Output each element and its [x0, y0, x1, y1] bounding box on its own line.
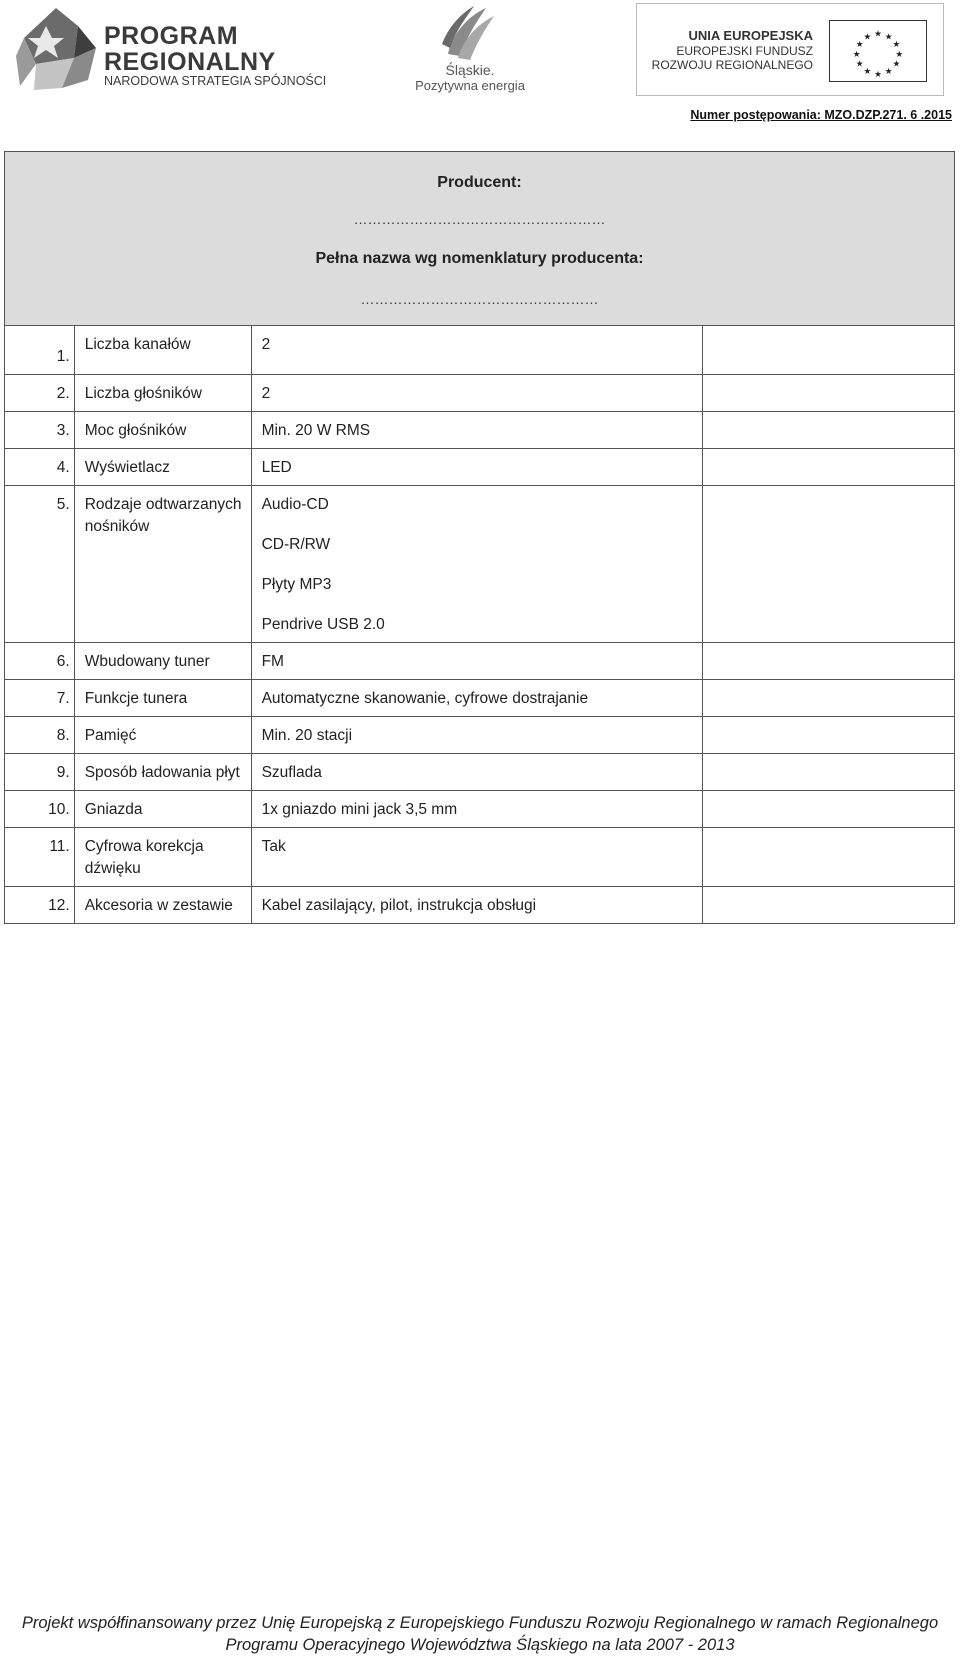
- row-number: 12.: [5, 887, 75, 924]
- svg-text:★: ★: [892, 40, 901, 51]
- svg-text:★: ★: [855, 40, 864, 51]
- producer-placeholder[interactable]: ………………………………………………: [353, 211, 606, 227]
- table-row: [5, 717, 955, 754]
- parameter-value-cell: [251, 887, 703, 924]
- row-number: 2.: [5, 375, 75, 412]
- silesia-tagline: Pozytywna energia: [415, 78, 525, 93]
- row-number: 7.: [5, 680, 75, 717]
- footer-line2: Programu Operacyjnego Województwa Śląskiego na lata 2007 - 2013: [225, 1636, 735, 1654]
- offered-value-cell[interactable]: [703, 375, 955, 412]
- eu-logo-line3: ROZWOJU REGIONALNEGO: [651, 58, 813, 72]
- parameter-value: Audio-CD: [261, 496, 329, 513]
- parameter-value: Kabel zasilający, pilot, instrukcja obsługi: [261, 897, 537, 914]
- specification-table: [4, 151, 955, 924]
- offered-value-cell[interactable]: [703, 486, 955, 643]
- table-row: [5, 828, 955, 887]
- table-row: [5, 449, 955, 486]
- parameter-value-cell: [251, 754, 703, 791]
- footer-line1: Projekt współfinansowany przez Unię Europejską z Europejskiego Funduszu Rozwoju Regionalnego w ramach Regionalnego: [21, 1614, 939, 1632]
- parameter-value: Płyty MP3: [261, 576, 332, 593]
- table-row: [5, 486, 955, 643]
- parameter-name: Funkcje tunera: [74, 680, 251, 717]
- parameter-name: Liczba kanałów: [74, 326, 251, 375]
- offered-value-cell[interactable]: [703, 643, 955, 680]
- table-row: [5, 643, 955, 680]
- producer-header-cell: [5, 152, 955, 326]
- parameter-value: Pendrive USB 2.0: [261, 616, 385, 633]
- parameter-value: 1x gniazdo mini jack 3,5 mm: [261, 801, 458, 818]
- program-logo-line1: PROGRAM: [104, 22, 239, 50]
- svg-text:★: ★: [863, 32, 872, 43]
- silesia-name: Śląskie.: [445, 62, 495, 78]
- row-number: 5.: [5, 486, 75, 643]
- parameter-name: Rodzaje odtwarzanych nośników: [74, 486, 251, 643]
- parameter-name: Cyfrowa korekcja dźwięku: [74, 828, 251, 887]
- parameter-value: Min. 20 W RMS: [261, 422, 371, 439]
- parameter-value-cell: [251, 828, 703, 887]
- parameter-value: FM: [261, 653, 284, 670]
- svg-text:★: ★: [892, 59, 901, 70]
- producer-label: Producent:: [437, 174, 522, 191]
- parameter-name: Gniazda: [74, 791, 251, 828]
- offered-value-cell[interactable]: [703, 828, 955, 887]
- parameter-name: Moc głośników: [74, 412, 251, 449]
- parameter-value-cell: [251, 412, 703, 449]
- svg-text:★: ★: [895, 49, 904, 60]
- parameter-value: 2: [261, 336, 271, 353]
- eu-logo-line1: UNIA EUROPEJSKA: [688, 28, 813, 43]
- program-logo-line3: NARODOWA STRATEGIA SPÓJNOŚCI: [104, 74, 327, 88]
- row-number: 4.: [5, 449, 75, 486]
- row-number: 8.: [5, 717, 75, 754]
- full-name-placeholder[interactable]: ……………………………………………: [360, 291, 599, 307]
- parameter-value-cell: [251, 791, 703, 828]
- row-number: 11.: [5, 828, 75, 887]
- parameter-name: Sposób ładowania płyt: [74, 754, 251, 791]
- row-number: 6.: [5, 643, 75, 680]
- parameter-value: Tak: [261, 838, 286, 855]
- parameter-value: LED: [261, 459, 292, 476]
- parameter-value: Szuflada: [261, 764, 322, 781]
- table-row: [5, 412, 955, 449]
- svg-text:★: ★: [884, 67, 893, 78]
- eu-logo-line2: EUROPEJSKI FUNDUSZ: [676, 44, 813, 58]
- full-name-label: Pełna nazwa wg nomenklatury producenta:: [315, 250, 644, 267]
- parameter-value: CD-R/RW: [261, 536, 331, 553]
- svg-text:★: ★: [852, 49, 861, 60]
- parameter-value: 2: [261, 385, 271, 402]
- eu-flag-icon: [829, 20, 927, 82]
- offered-value-cell[interactable]: [703, 791, 955, 828]
- row-number: 9.: [5, 754, 75, 791]
- parameter-name: Liczba głośników: [74, 375, 251, 412]
- offered-value-cell[interactable]: [703, 412, 955, 449]
- parameter-value-cell: [251, 375, 703, 412]
- program-regionalny-logo: [16, 8, 326, 94]
- offered-value-cell[interactable]: [703, 754, 955, 791]
- svg-text:★: ★: [855, 59, 864, 70]
- silesia-logo: [400, 4, 540, 94]
- parameter-name: Pamięć: [74, 717, 251, 754]
- row-number: 10.: [5, 791, 75, 828]
- parameter-name: Wbudowany tuner: [74, 643, 251, 680]
- eu-logo: [636, 3, 944, 96]
- parameter-name: Akcesoria w zestawie: [74, 887, 251, 924]
- offered-value-cell[interactable]: [703, 449, 955, 486]
- svg-text:★: ★: [874, 70, 882, 81]
- program-regionalny-emblem-icon: [16, 8, 102, 94]
- table-row: [5, 791, 955, 828]
- row-number: 3.: [5, 412, 75, 449]
- document-header: [0, 0, 960, 122]
- table-row: [5, 887, 955, 924]
- table-row: [5, 680, 955, 717]
- case-number: Numer postępowania: MZO.DZP.271. 6 .2015: [690, 108, 952, 122]
- parameter-value-cell: [251, 449, 703, 486]
- table-row: [5, 326, 955, 375]
- row-number: 1.: [5, 326, 75, 375]
- svg-text:★: ★: [874, 29, 882, 40]
- parameter-value-cell: [251, 643, 703, 680]
- table-row: [5, 375, 955, 412]
- parameter-value: Automatyczne skanowanie, cyfrowe dostrajanie: [261, 690, 589, 707]
- offered-value-cell[interactable]: [703, 326, 955, 375]
- page-footer: [0, 1612, 960, 1656]
- parameter-value-cell: [251, 717, 703, 754]
- table-row: [5, 754, 955, 791]
- parameter-value-cell: [251, 680, 703, 717]
- offered-value-cell[interactable]: [703, 680, 955, 717]
- offered-value-cell[interactable]: [703, 717, 955, 754]
- parameter-value-cell: [251, 326, 703, 375]
- program-logo-line2: REGIONALNY: [104, 48, 276, 76]
- parameter-value-cell: [251, 486, 703, 643]
- svg-text:★: ★: [884, 32, 893, 43]
- silesia-wave-mark-icon: [438, 4, 498, 62]
- offered-value-cell[interactable]: [703, 887, 955, 924]
- svg-text:★: ★: [863, 67, 872, 78]
- parameter-value: Min. 20 stacji: [261, 727, 353, 744]
- table-header-row: [5, 152, 955, 326]
- parameter-name: Wyświetlacz: [74, 449, 251, 486]
